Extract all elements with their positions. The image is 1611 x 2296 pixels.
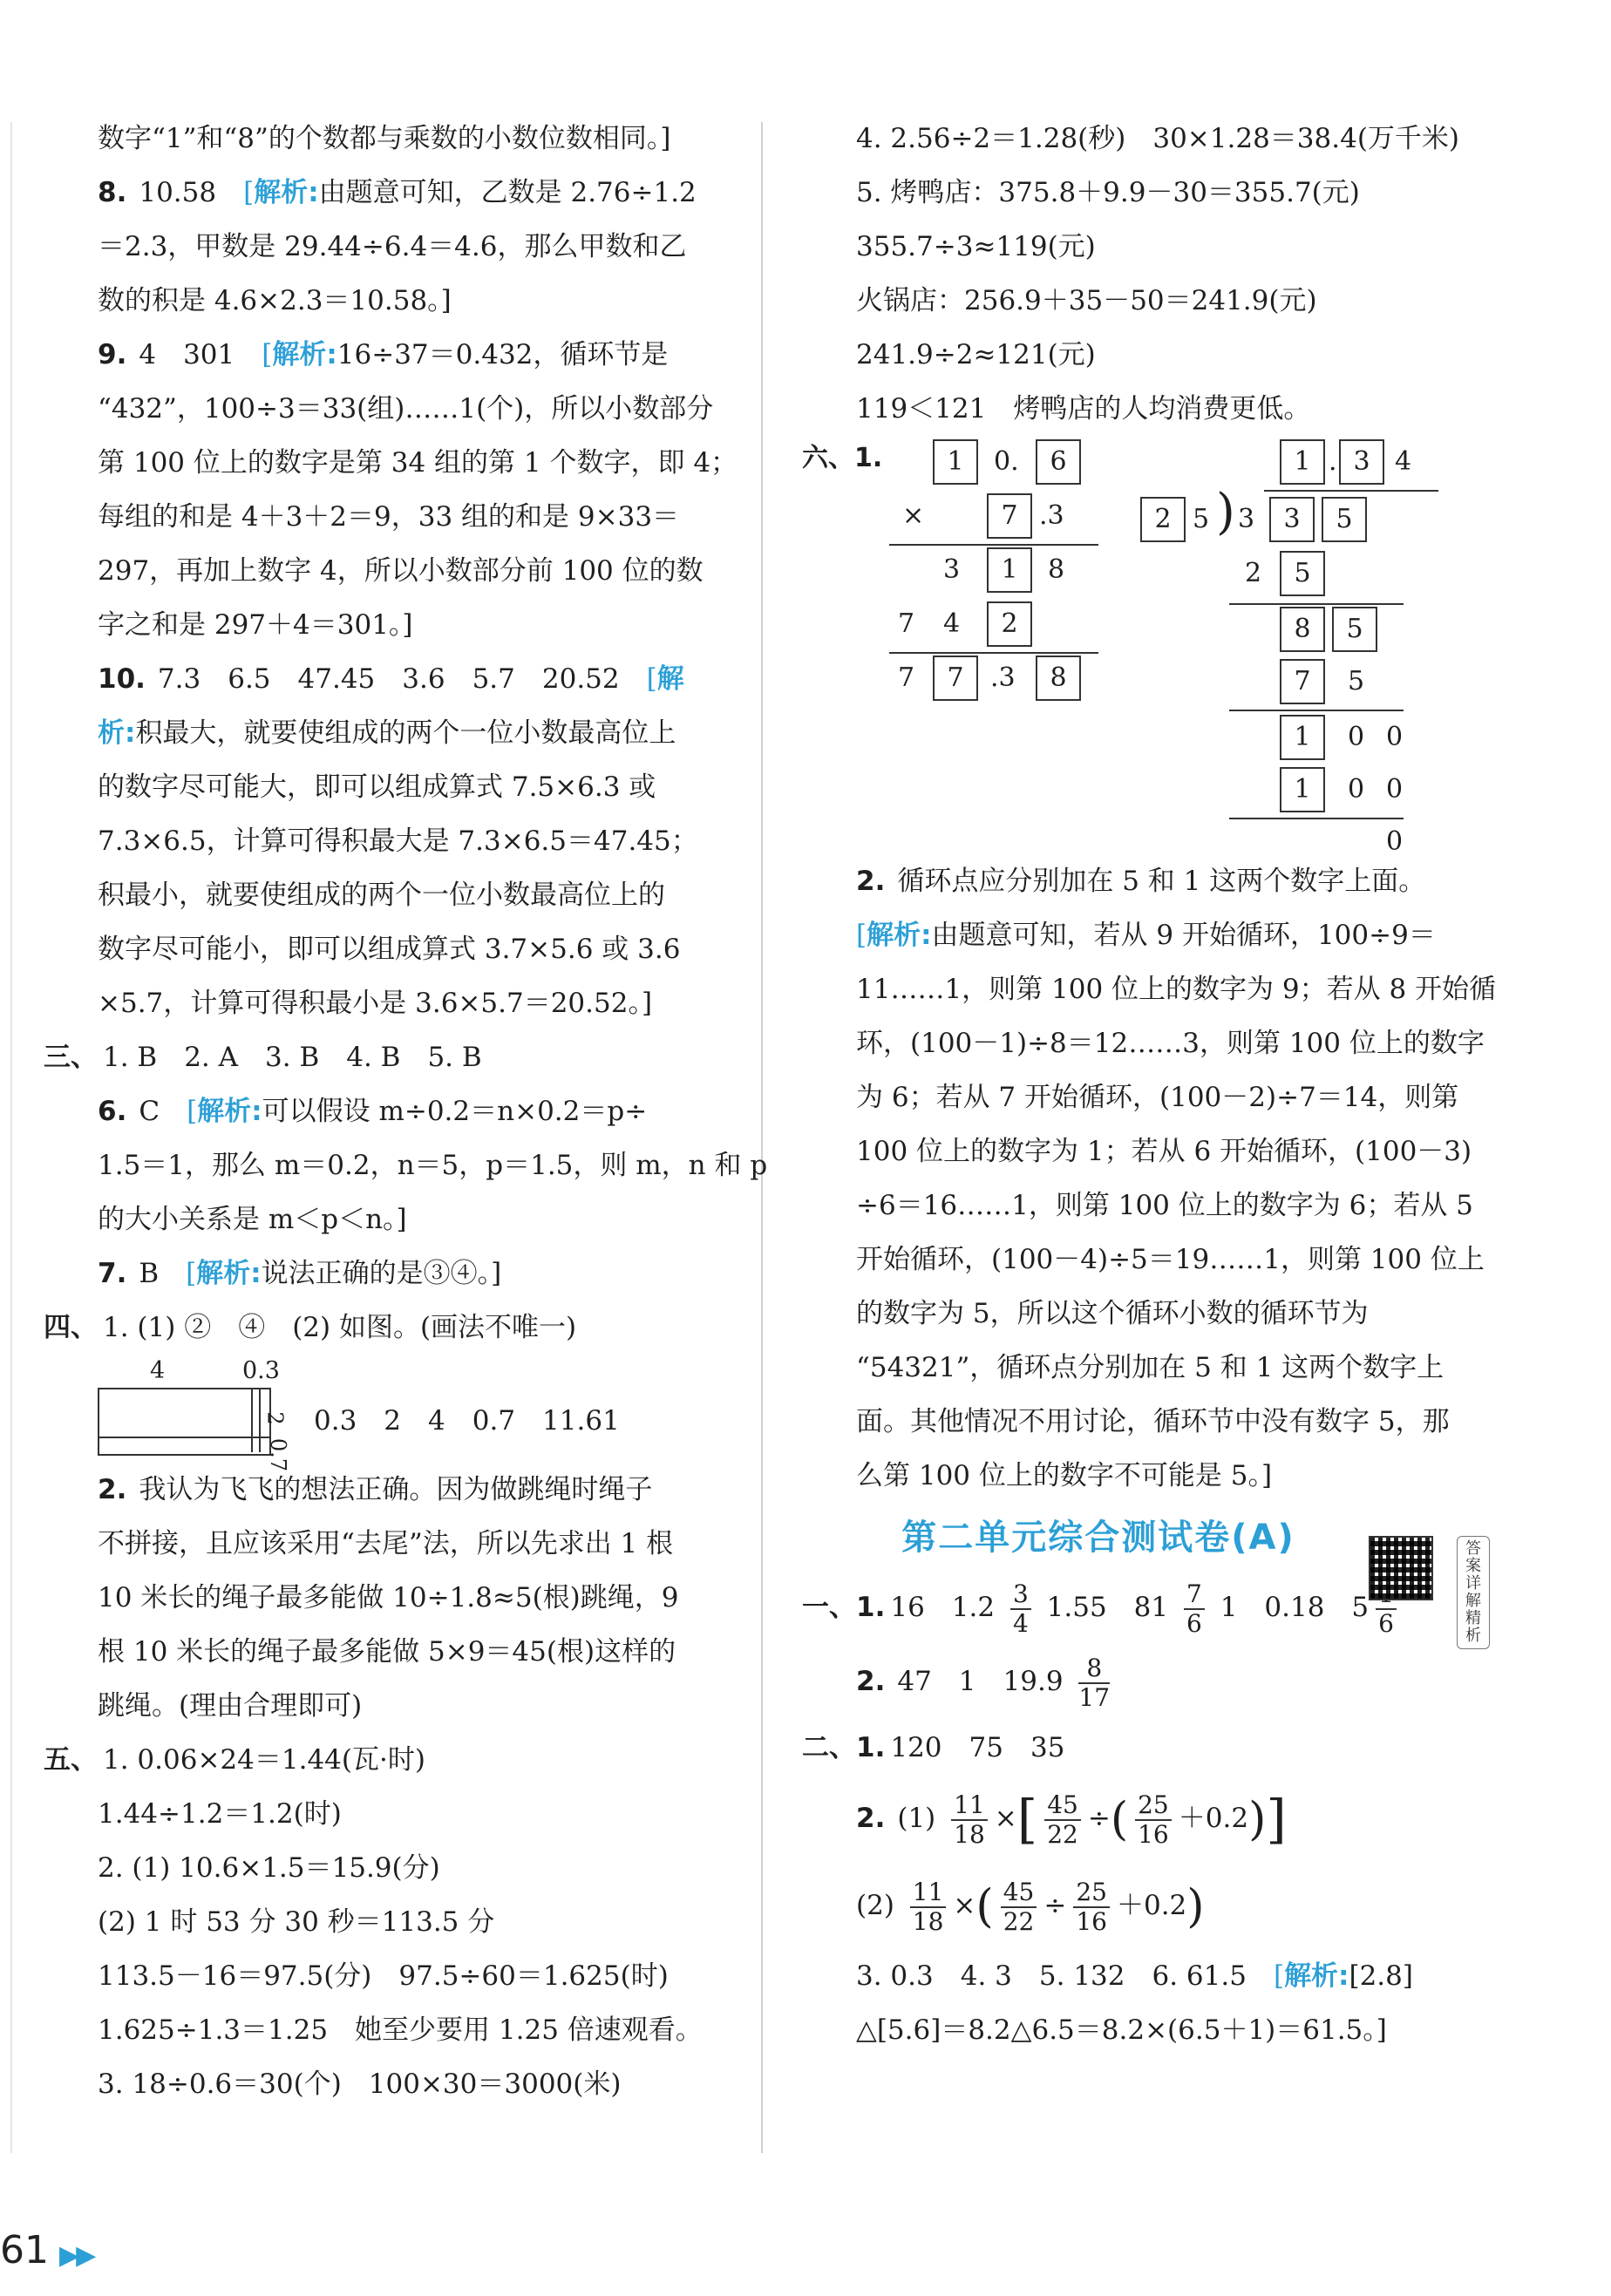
unit-2-2-expression-1: 2. (1) $\frac{11}{18}$ ×[ $\frac{45}{22}$ ÷( $\frac{25}{16}$ ＋0.2)]	[856, 1789, 1287, 1851]
digit-box: 5	[1280, 551, 1325, 596]
text-line: 119＜121 烤鸭店的人均消费更低。	[856, 393, 1311, 425]
text-line: 297，再加上数字 4，所以小数部分前 100 位的数	[98, 555, 704, 587]
text-line: 数字尽可能小，即可以组成算式 3.7×5.6 或 3.6	[98, 934, 681, 965]
text-line: 析:积最大，就要使组成的两个一位小数最高位上	[98, 717, 676, 749]
left-margin-rule	[10, 122, 12, 2153]
digit: .3	[990, 662, 1016, 693]
text-line: 7.3×6.5，计算可得积最大是 7.3×6.5＝47.45；	[98, 825, 698, 857]
analysis-label: 析:	[98, 717, 136, 749]
text-line: ÷6＝16……1，则第 100 位上的数字为 6；若从 5	[856, 1190, 1473, 1221]
digit-box: 2	[1140, 497, 1186, 542]
answer-6-2: 2. 循环点应分别加在 5 和 1 这两个数字上面。	[856, 866, 1426, 897]
text-line: 跳绳。(理由合理即可)	[98, 1690, 363, 1722]
analysis-label: 解析:	[867, 920, 932, 951]
answer-7: 7. B [解析:说法正确的是③④。]	[98, 1258, 502, 1289]
text-line: “54321”，循环点分别加在 5 和 1 这两个数字上	[856, 1352, 1444, 1383]
digit-box: 7	[933, 656, 978, 701]
digit-box: 1	[1280, 715, 1325, 760]
analysis-label: 解析:	[272, 339, 337, 370]
calc-line	[1264, 490, 1438, 492]
fraction: $\frac{25}{16}$	[1135, 1791, 1172, 1849]
text-line: 环，(100－1)÷8＝12……3，则第 100 位上的数字	[856, 1028, 1485, 1059]
unit-1-answers: 一、1. 16 1.2 $\frac{3}{4}$ 1.55 81 $\frac{7}{6}$ 1 0.18 5 6	[802, 1573, 1499, 1642]
section-5: 五、 1. 0.06×24＝1.44(瓦·时)	[44, 1744, 425, 1776]
unit-2-2-expression-2: (2) $\frac{11}{18}$ ×( $\frac{45}{22}$ ÷ $\frac{25}{16}$ ＋0.2)	[856, 1877, 1205, 1936]
figure-label: 4	[150, 1357, 166, 1384]
digit-box: 3	[1269, 497, 1315, 542]
digit: 4	[1395, 446, 1412, 477]
text-line: ＝2.3，甲数是 29.44÷6.4＝4.6，那么甲数和乙	[98, 231, 687, 262]
text-line: “432”，100÷3＝33(组)……1(个)，所以小数部分	[98, 393, 714, 425]
division-bracket: )	[1216, 484, 1235, 540]
digit: 7	[898, 662, 915, 693]
fraction: $\frac{8}{17}$	[1078, 1653, 1111, 1712]
right-column	[802, 112, 1499, 2057]
calc-line	[889, 652, 1098, 654]
unit-1-2-answers: 2. 47 1 19.9 $\frac{8}{17}$	[856, 1653, 1111, 1712]
text-line: 积最小，就要使组成的两个一位小数最高位上的	[98, 880, 665, 911]
fraction: $\frac{3}{4}$	[1010, 1580, 1031, 1638]
text-line: 数的积是 4.6×2.3＝10.58。]	[98, 285, 452, 316]
text-line: △[5.6]＝8.2△6.5＝8.2×(6.5＋1)＝61.5。]	[856, 2014, 1387, 2046]
digit: 5	[1193, 504, 1210, 534]
text-line: 1.44÷1.2＝1.2(时)	[98, 1798, 342, 1830]
digit: 5	[1348, 666, 1365, 696]
digit: .	[1329, 446, 1337, 477]
fraction: $\frac{45}{22}$	[1044, 1791, 1081, 1849]
page-number: 61	[0, 2228, 49, 2272]
digit-box: 7	[987, 493, 1032, 539]
digit-box: 6	[1036, 439, 1081, 485]
fraction: $\frac{11}{18}$	[951, 1791, 988, 1849]
text-line: (2) 1 时 53 分 30 秒＝113.5 分	[98, 1906, 495, 1938]
text-line: 数字“1”和“8”的个数都与乘数的小数位数相同。]	[98, 123, 671, 154]
text-line: 的数字尽可能大，即可以组成算式 7.5×6.3 或	[98, 771, 656, 803]
digit: 7	[898, 608, 915, 639]
figure-label: 0.7	[266, 1437, 291, 1472]
digit: 0	[1386, 722, 1404, 752]
text-line: 5. 烤鸭店：375.8＋9.9－30＝355.7(元)	[856, 177, 1360, 208]
answer-9: 9. 4 301 [解析:16÷37＝0.432，循环节是	[98, 339, 669, 370]
text-line: 3. 18÷0.6＝30(个) 100×30＝3000(米)	[98, 2068, 622, 2100]
answer-4-2: 2. 我认为飞飞的想法正确。因为做跳绳时绳子	[98, 1474, 653, 1505]
text-line: 的大小关系是 m＜p＜n。]	[98, 1204, 407, 1235]
digit: 3	[1238, 504, 1255, 534]
digit: 2	[1245, 558, 1262, 588]
digit-box: 5	[1332, 607, 1377, 652]
section-4: 四、 1. (1) ② ④ (2) 如图。(画法不唯一)	[44, 1312, 577, 1343]
text-line: 100 位上的数字为 1；若从 6 开始循环，(100－3)	[856, 1136, 1472, 1167]
digit: 0.	[994, 446, 1019, 477]
text-line: 么第 100 位上的数字不可能是 5。]	[856, 1460, 1273, 1491]
analysis-label: 解析:	[196, 1258, 262, 1289]
answer-6: 6. C [解析:可以假设 m÷0.2＝n×0.2＝p÷	[98, 1096, 648, 1127]
text-line: 面。其他情况不用讨论，循环节中没有数字 5，那	[856, 1406, 1450, 1437]
calc-line	[1229, 710, 1404, 711]
section-3: 三、 1. B 2. A 3. B 4. B 5. B	[44, 1042, 482, 1073]
figure-rectangle	[98, 1388, 271, 1456]
analysis-label: 解析:	[254, 177, 319, 208]
text-line: [解析:由题意可知，若从 9 开始循环，100÷9＝	[856, 920, 1436, 951]
unit-2-3-6-answers: 3. 0.3 4. 3 5. 132 6. 61.5 [解析:[2.8]	[856, 1960, 1413, 1992]
digit: 0	[1386, 826, 1404, 857]
column-divider	[761, 122, 763, 2153]
fraction: $\frac{45}{22}$	[1001, 1878, 1037, 1936]
analysis-label: 解析:	[1284, 1960, 1349, 1992]
calc-line	[1229, 603, 1404, 605]
digit-box: 5	[1322, 497, 1367, 542]
fraction: $\frac{7}{6}$	[1184, 1580, 1205, 1638]
text-line: 10 米长的绳子最多能做 10÷1.8≈5(根)跳绳，9	[98, 1582, 679, 1613]
digit: 4	[943, 608, 961, 639]
text-line: 2. (1) 10.6×1.5＝15.9(分)	[98, 1852, 440, 1884]
digit-box: 1	[1280, 439, 1325, 485]
digit-box: 8	[1280, 607, 1325, 652]
rectangle-figure	[44, 1355, 741, 1472]
digit: 0	[1348, 774, 1365, 805]
figure-values: 0.3 2 4 0.7 11.61	[314, 1405, 620, 1437]
calc-line	[1229, 818, 1404, 819]
left-column	[44, 112, 768, 2111]
fraction: 6	[1376, 1580, 1397, 1638]
figure-line	[98, 1437, 269, 1438]
text-line: 第 100 位上的数字是第 34 组的第 1 个数字，即 4；	[98, 447, 738, 479]
text-line: 字之和是 297＋4＝301。]	[98, 609, 413, 641]
digit-box: 8	[1036, 656, 1081, 701]
qr-code-icon[interactable]	[1369, 1536, 1433, 1600]
digit-box: 2	[987, 601, 1032, 647]
digit: 0	[1386, 774, 1404, 805]
analysis-label: 解析:	[197, 1096, 262, 1127]
fraction: $\frac{25}{16}$	[1073, 1878, 1110, 1936]
text-line: 为 6；若从 7 开始循环，(100－2)÷7＝14，则第	[856, 1082, 1459, 1113]
digit: 0	[1348, 722, 1365, 752]
digit-box: 1	[1280, 767, 1325, 812]
digit: 8	[1048, 554, 1065, 585]
text-line: 开始循环，(100－4)÷5＝19……1，则第 100 位上	[856, 1244, 1485, 1275]
text-line: 241.9÷2≈121(元)	[856, 339, 1096, 370]
digit-box: 1	[933, 439, 978, 485]
text-line: 1.5＝1，那么 m＝0.2，n＝5，p＝1.5，则 m，n 和 p	[98, 1150, 768, 1181]
unit-test-title: 第二单元综合测试卷(A)	[901, 1518, 1295, 1558]
text-line: 355.7÷3≈119(元)	[856, 231, 1096, 262]
qr-caption: 答案详解精析	[1457, 1536, 1490, 1649]
digit-box: 1	[987, 547, 1032, 593]
digit-box: 7	[1280, 659, 1325, 704]
text-line: 每组的和是 4＋3＋2＝9，33 组的和是 9×33＝	[98, 501, 680, 533]
answer-10: 10. 7.3 6.5 47.45 3.6 5.7 20.52 [解	[98, 663, 684, 695]
fraction: $\frac{11}{18}$	[910, 1878, 947, 1936]
section-6-label: 六、1.	[802, 443, 883, 473]
text-line: 根 10 米长的绳子最多能做 5×9＝45(根)这样的	[98, 1636, 676, 1668]
digit: 3	[943, 554, 961, 585]
answer-8: 8. 10.58 [解析:由题意可知，乙数是 2.76÷1.2	[98, 177, 697, 208]
text-line: 火锅店：256.9＋35－50＝241.9(元)	[856, 285, 1317, 316]
next-arrows-icon: ▶▶	[59, 2240, 93, 2271]
vertical-calculations	[802, 436, 1499, 857]
digit-box: 3	[1339, 439, 1384, 485]
figure-label: 0.3	[242, 1357, 280, 1384]
figure-label: 2	[262, 1411, 288, 1425]
text-line: 1.625÷1.3＝1.25 她至少要用 1.25 倍速观看。	[98, 2014, 703, 2046]
times-sign: ×	[902, 500, 925, 531]
text-line: 4. 2.56÷2＝1.28(秒) 30×1.28＝38.4(万千米)	[856, 123, 1460, 154]
calc-line	[889, 544, 1098, 546]
text-line: 的数字为 5，所以这个循环小数的循环节为	[856, 1298, 1369, 1329]
text-line: 11……1，则第 100 位上的数字为 9；若从 8 开始循	[856, 974, 1497, 1005]
text-line: 不拼接，且应该采用“去尾”法，所以先求出 1 根	[98, 1528, 674, 1559]
text-line: ×5.7，计算可得积最小是 3.6×5.7＝20.52。]	[98, 988, 653, 1019]
digit: .3	[1039, 500, 1064, 531]
text-line: 113.5－16＝97.5(分) 97.5÷60＝1.625(时)	[98, 1960, 669, 1992]
unit-2-answers: 二、1. 120 75 35	[802, 1732, 1065, 1763]
